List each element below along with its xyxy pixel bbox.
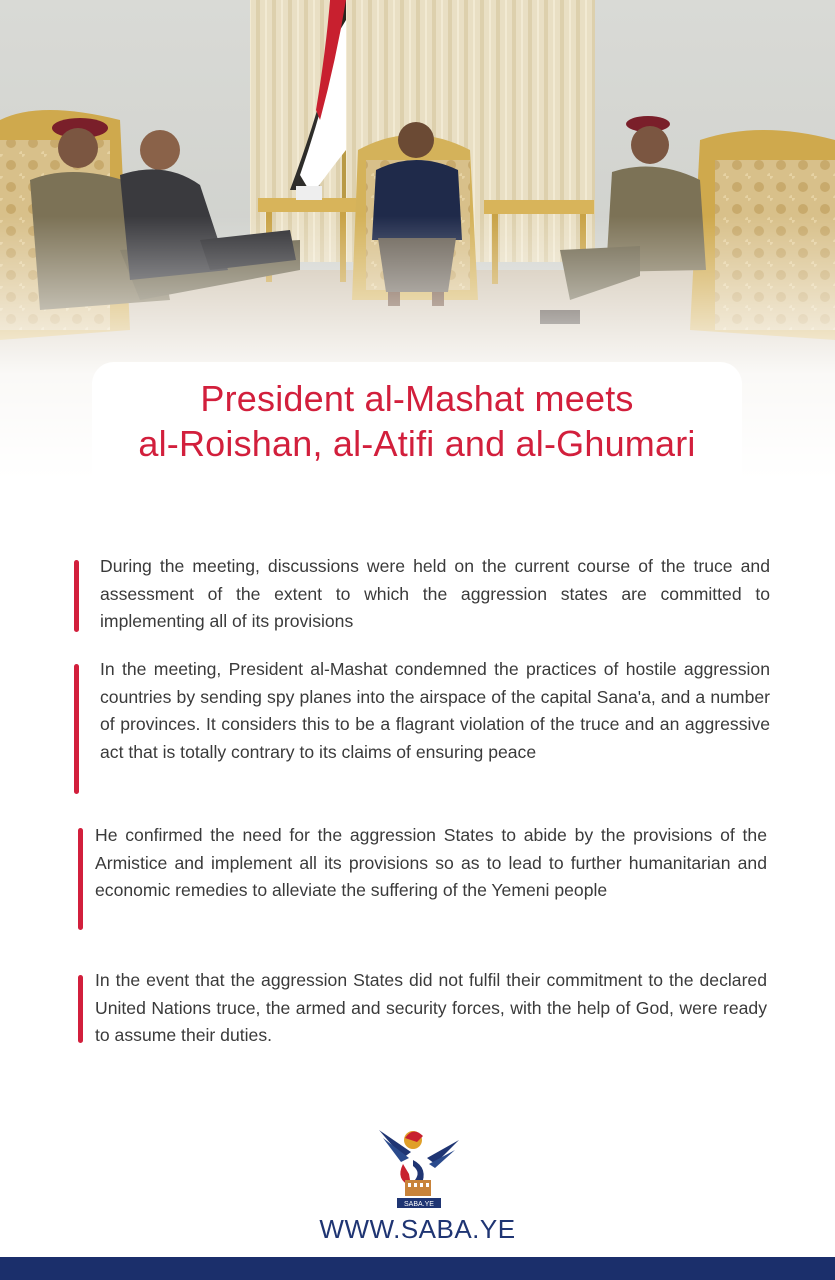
- paragraph-text: During the meeting, discussions were held on the current course of the truce and assessment of the extent to which the aggression states are committed to implementing all of its provisions: [100, 556, 770, 631]
- headline-line-1: President al-Mashat meets: [200, 378, 634, 419]
- paragraph-text: In the event that the aggression States did not fulfil their commitment to the declared United Nations truce, the armed and security forces, with the help of God, were ready to assume their duties.: [95, 970, 767, 1045]
- logo-banner-text: SABA.YE: [404, 1201, 434, 1208]
- accent-bar: [78, 975, 83, 1043]
- headline: [92, 362, 742, 466]
- paragraph-3: [95, 822, 767, 905]
- website-url: WWW.SABA.YE: [319, 1214, 516, 1244]
- saba-logo: [373, 1124, 465, 1212]
- paragraph-4: [95, 967, 767, 1050]
- paragraph-2: [100, 656, 770, 766]
- headline-line-2: al-Roishan, al-Atifi and al-Ghumari: [138, 423, 696, 464]
- accent-bar: [74, 560, 79, 632]
- title-card: [92, 362, 742, 480]
- paragraph-1: [100, 553, 770, 636]
- accent-bar: [78, 828, 83, 930]
- paragraph-text: He confirmed the need for the aggression States to abide by the provisions of the Armistice and implement all its provisions so as to lead to further humanitarian and economic remedies to alleviate the suffering of the Yemeni people: [95, 825, 767, 900]
- accent-bar: [74, 664, 79, 794]
- footer-band: [0, 1257, 835, 1280]
- paragraph-text: In the meeting, President al-Mashat condemned the practices of hostile aggression countries by sending spy planes into the airspace of the capital Sana'a, and a number of provinces. It considers this to be a flagrant violation of the truce and an aggressive act that is totally contrary to its claims of ensuring peace: [100, 659, 770, 762]
